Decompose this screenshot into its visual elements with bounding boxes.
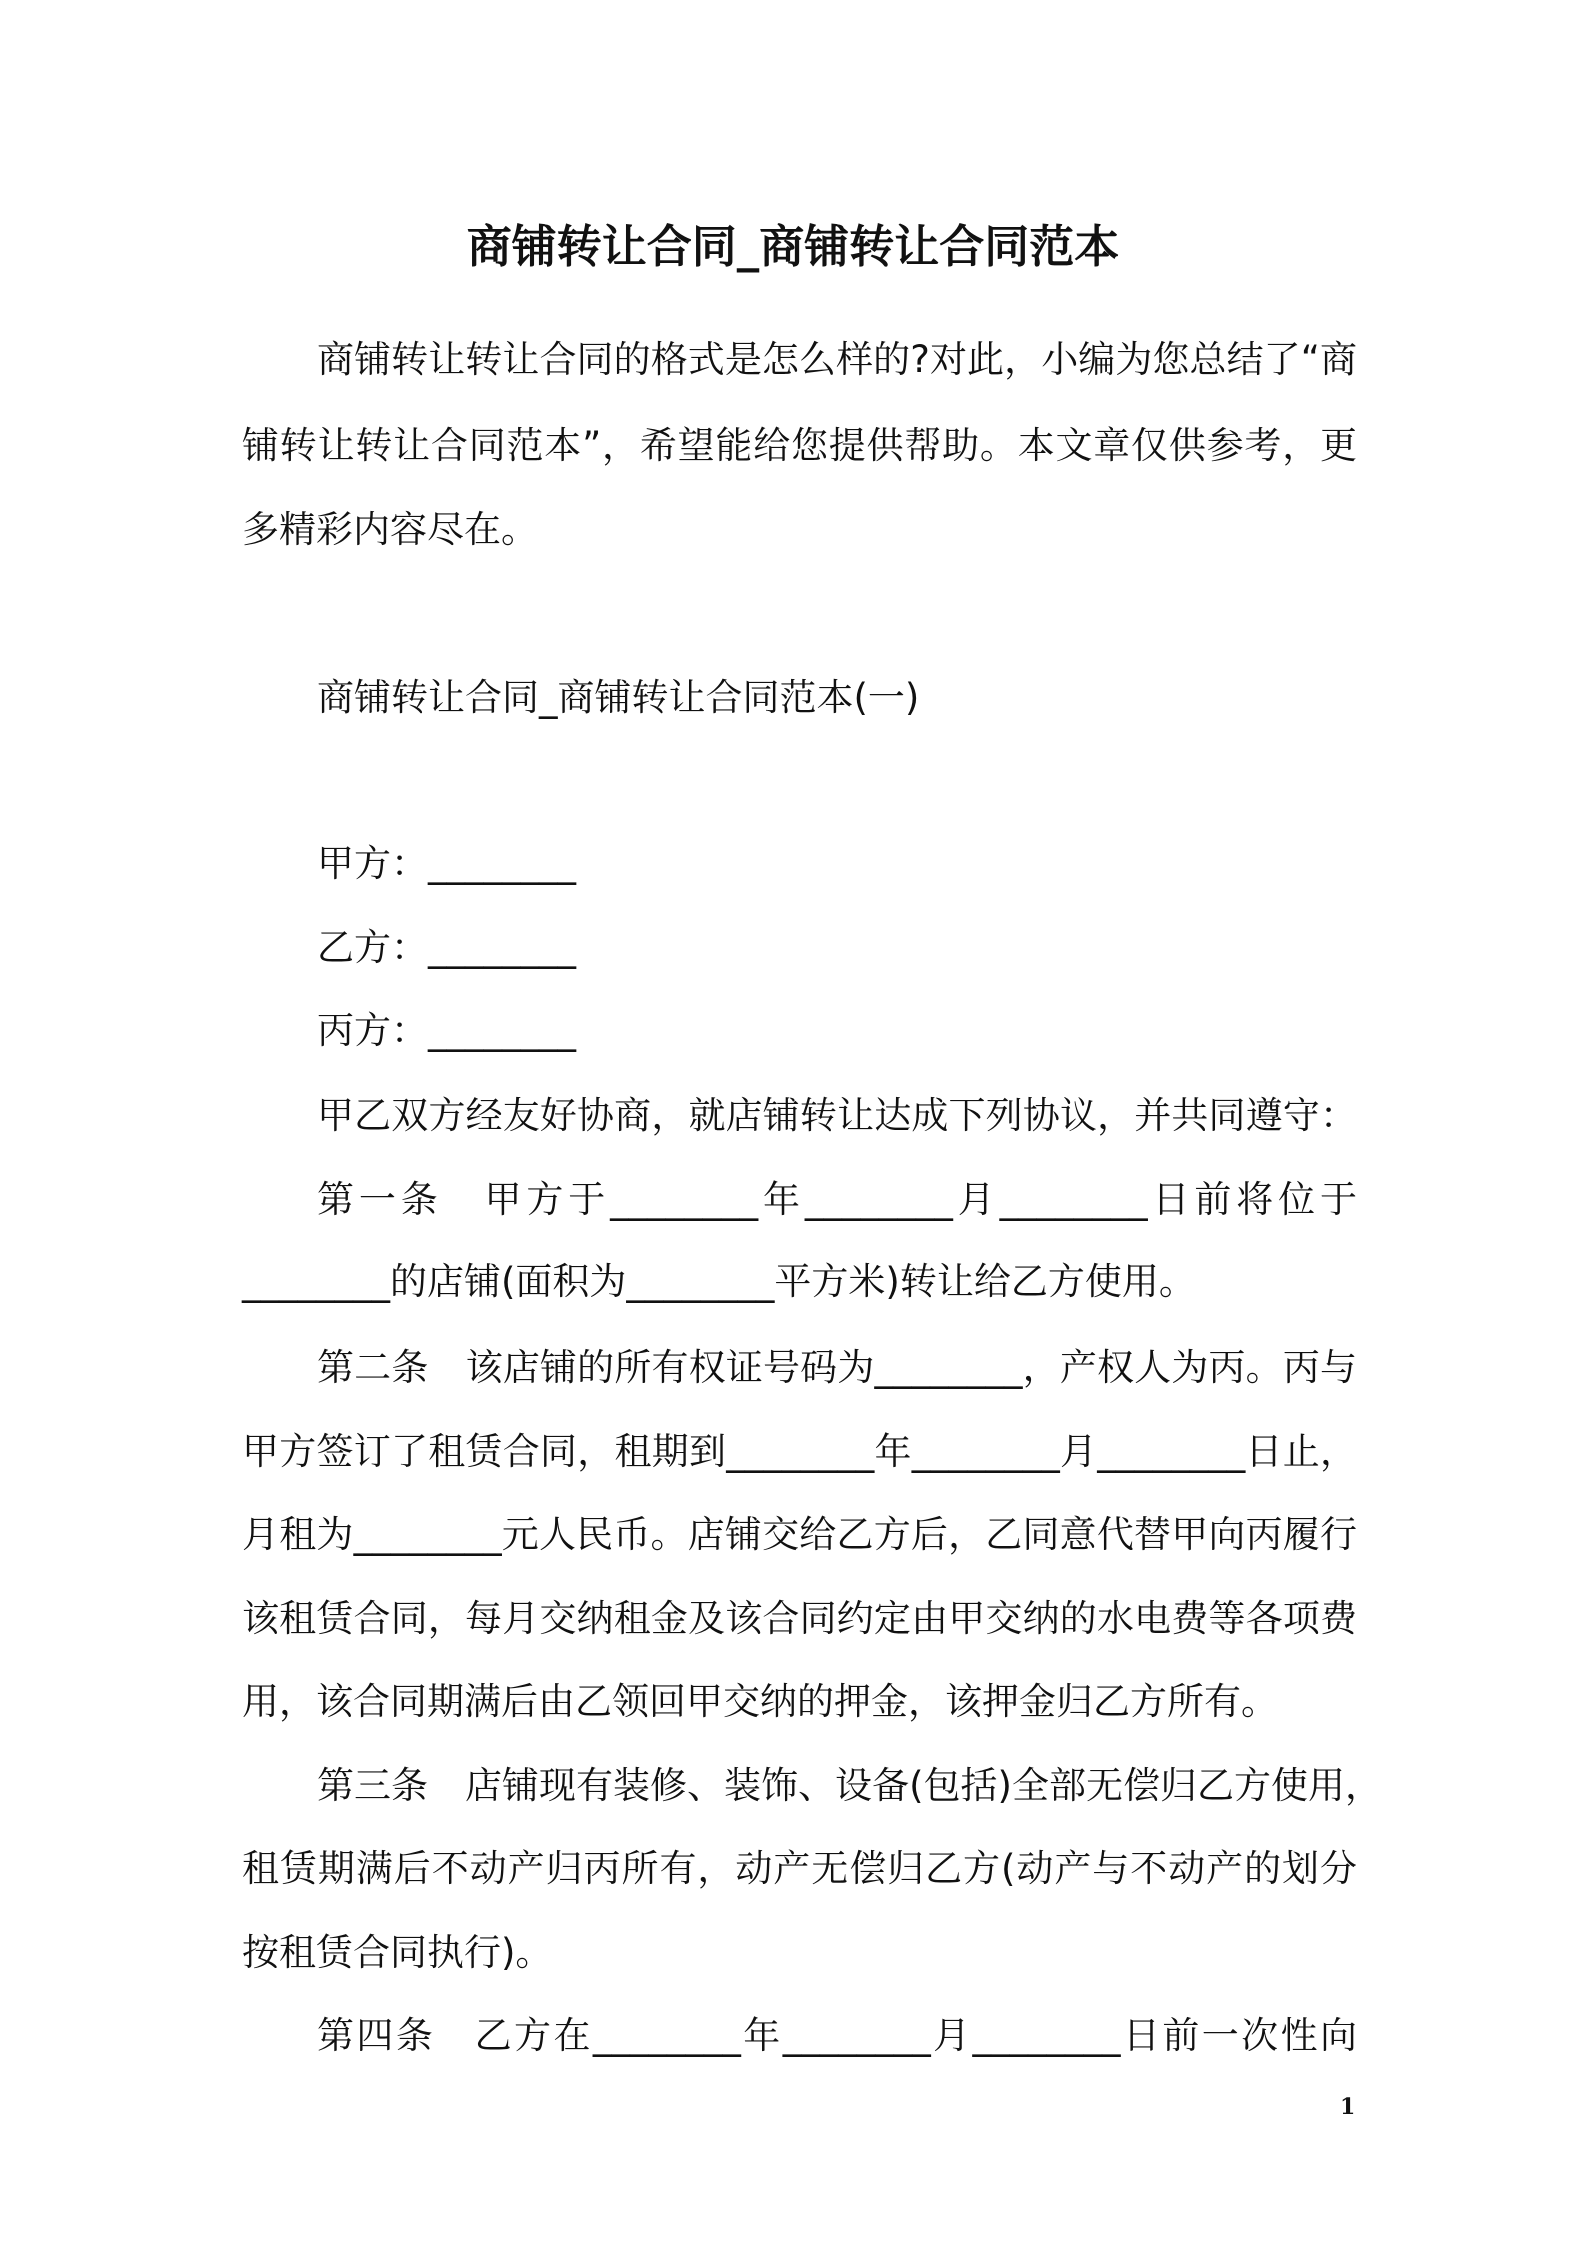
intro-line: 商铺转让转让合同的格式是怎么样的?对此，小编为您总结了“商 bbox=[317, 338, 1357, 381]
article-3-line: 按租赁合同执行)。 bbox=[242, 1931, 553, 1974]
section-heading: 商铺转让合同_商铺转让合同范本(一) bbox=[317, 676, 920, 719]
article-1-line: ________的店铺(面积为________平方米)转让给乙方使用。 bbox=[242, 1260, 1196, 1303]
article-2-line: 甲方签订了租赁合同，租期到________年________月________日止， bbox=[242, 1430, 1357, 1473]
preamble: 甲乙双方经友好协商，就店铺转让达成下列协议，并共同遵守： bbox=[317, 1094, 1357, 1137]
article-2-line: 月租为________元人民币。店铺交给乙方后，乙同意代替甲向丙履行 bbox=[242, 1513, 1357, 1556]
party-jia: 甲方：________ bbox=[317, 842, 576, 885]
document-title: 商铺转让合同_商铺转让合同范本 bbox=[466, 220, 1120, 273]
party-bing: 丙方：________ bbox=[317, 1009, 576, 1052]
article-1-line: 第一条 甲方于________年________月________日前将位于 bbox=[317, 1178, 1357, 1221]
page-number: 1 bbox=[1340, 2094, 1356, 2120]
article-4-line: 第四条 乙方在________年________月________日前一次性向 bbox=[317, 2014, 1357, 2057]
article-2-line: 该租赁合同，每月交纳租金及该合同约定由甲交纳的水电费等各项费 bbox=[242, 1597, 1357, 1640]
article-3-line: 第三条 店铺现有装修、装饰、设备(包括)全部无偿归乙方使用， bbox=[317, 1764, 1382, 1807]
article-3-line: 租赁期满后不动产归丙所有，动产无偿归乙方(动产与不动产的划分 bbox=[242, 1847, 1357, 1890]
article-2-line: 第二条 该店铺的所有权证号码为________，产权人为丙。丙与 bbox=[317, 1346, 1357, 1389]
party-yi: 乙方：________ bbox=[317, 926, 576, 969]
intro-line: 铺转让转让合同范本”，希望能给您提供帮助。本文章仅供参考，更 bbox=[242, 424, 1357, 467]
article-2-line: 用，该合同期满后由乙领回甲交纳的押金，该押金归乙方所有。 bbox=[242, 1680, 1278, 1723]
intro-line: 多精彩内容尽在。 bbox=[242, 508, 538, 551]
